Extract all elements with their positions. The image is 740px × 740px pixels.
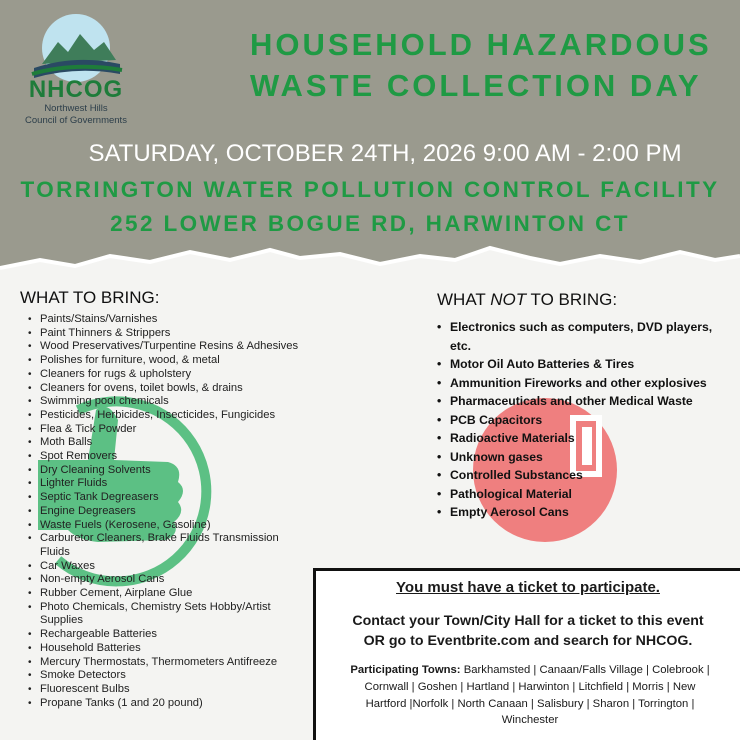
not-bring-list-item: • Pharmaceuticals and other Medical Waste bbox=[436, 392, 726, 411]
bring-list-item: • Mercury Thermostats, Thermometers Antifreeze bbox=[26, 656, 306, 670]
not-bring-list-item: • Ammunition Fireworks and other explosives bbox=[436, 374, 726, 393]
bring-list-item: • Flea & Tick Powder bbox=[26, 423, 306, 437]
bring-list-item: • Fluorescent Bulbs bbox=[26, 683, 306, 697]
towns-line1: Barkhamsted | Canaan/Falls Village | Colebrook | bbox=[460, 664, 710, 676]
bring-list-item: • Pesticides, Herbicides, Insecticides, Fungicides bbox=[26, 409, 306, 423]
bring-list-item: • Lighter Fluids bbox=[26, 477, 306, 491]
bring-list-item: • Cleaners for rugs & upholstery bbox=[26, 368, 306, 382]
bring-list-item: • Propane Tanks (1 and 20 pound) bbox=[26, 697, 306, 711]
bring-list-item: • Spot Removers bbox=[26, 450, 306, 464]
event-title bbox=[250, 24, 730, 106]
bring-list-item: • Carburetor Cleaners, Brake Fluids Transmission Fluids bbox=[26, 532, 306, 559]
ticket-info-box bbox=[313, 568, 740, 740]
bring-list-item: • Photo Chemicals, Chemistry Sets Hobby/Artist Supplies bbox=[26, 601, 306, 628]
what-to-bring-heading: WHAT TO BRING: bbox=[20, 288, 160, 307]
bring-list-item: • Smoke Detectors bbox=[26, 669, 306, 683]
bring-list-item: • Household Batteries bbox=[26, 642, 306, 656]
towns-label: Participating Towns: bbox=[350, 664, 461, 676]
towns-line2: Cornwall | Goshen | Hartland | Harwinton | Litchfield | Morris | New bbox=[364, 680, 696, 693]
bring-list-item: • Car Waxes bbox=[26, 560, 306, 574]
not-bring-list-item: • Motor Oil Auto Batteries & Tires bbox=[436, 355, 726, 374]
not-bring-list-item: • Controlled Substances bbox=[436, 466, 726, 485]
bring-list-item: • Engine Degreasers bbox=[26, 505, 306, 519]
bring-list-item: • Wood Preservatives/Turpentine Resins & Adhesives bbox=[26, 340, 306, 354]
not-bring-list-item: • Empty Aerosol Cans bbox=[436, 503, 726, 522]
heading-emphasis-text: NOT bbox=[490, 290, 527, 309]
bring-list-item: • Rubber Cement, Airplane Glue bbox=[26, 587, 306, 601]
event-title-line2: WASTE COLLECTION DAY bbox=[250, 68, 702, 103]
bring-list-item: • Paints/Stains/Varnishes bbox=[26, 313, 306, 327]
towns-line3: Hartford |Norfolk | North Canaan | Salisbury | Sharon | Torrington | bbox=[365, 697, 695, 710]
bring-list-item: • Rechargeable Batteries bbox=[26, 628, 306, 642]
not-bring-list-item: • PCB Capacitors bbox=[436, 411, 726, 430]
what-not-to-bring-list bbox=[436, 318, 726, 522]
venue-name: TORRINGTON WATER POLLUTION CONTROL FACILITY bbox=[20, 177, 720, 202]
bring-list-item: • Septic Tank Degreasers bbox=[26, 491, 306, 505]
bring-list-item: • Paint Thinners & Strippers bbox=[26, 327, 306, 341]
ticket-requirement: You must have a ticket to participate. bbox=[396, 579, 660, 596]
logo-wordmark: NHCOG bbox=[28, 76, 124, 103]
venue-address: 252 LOWER BOGUE RD, HARWINTON CT bbox=[110, 211, 630, 236]
logo-subtitle-line1: Northwest Hills bbox=[44, 103, 108, 114]
heading-pre-text: WHAT bbox=[437, 290, 491, 309]
event-date-time: SATURDAY, OCTOBER 24TH, 2026 9:00 AM - 2:00 PM bbox=[88, 140, 682, 167]
participating-towns bbox=[328, 662, 732, 729]
ticket-contact-info bbox=[316, 611, 740, 651]
bring-list-item: • Swimming pool chemicals bbox=[26, 395, 306, 409]
bring-list-item: • Polishes for furniture, wood, & metal bbox=[26, 354, 306, 368]
not-bring-list-item: • Electronics such as computers, DVD players, etc. bbox=[436, 318, 726, 355]
bring-list-item: • Non-empty Aerosol Cans bbox=[26, 573, 306, 587]
not-bring-list-item: • Unknown gases bbox=[436, 448, 726, 467]
heading-post-text: TO BRING: bbox=[526, 290, 618, 309]
what-not-to-bring-heading bbox=[437, 290, 617, 310]
bring-list-item: • Moth Balls bbox=[26, 436, 306, 450]
what-to-bring-list bbox=[26, 313, 306, 710]
event-title-line1: HOUSEHOLD HAZARDOUS bbox=[250, 27, 712, 62]
logo-subtitle-line2: Council of Governments bbox=[25, 115, 127, 126]
bring-list-item: • Dry Cleaning Solvents bbox=[26, 464, 306, 478]
ticket-contact-line2: OR go to Eventbrite.com and search for NHCOG. bbox=[363, 633, 693, 649]
not-bring-list-item: • Radioactive Materials bbox=[436, 429, 726, 448]
ticket-contact-line1: Contact your Town/City Hall for a ticket to this event bbox=[352, 613, 704, 629]
towns-line4: Winchester bbox=[501, 714, 559, 727]
bring-list-item: • Waste Fuels (Kerosene, Gasoline) bbox=[26, 519, 306, 533]
bring-list-item: • Cleaners for ovens, toilet bowls, & drains bbox=[26, 382, 306, 396]
not-bring-list-item: • Pathological Material bbox=[436, 485, 726, 504]
